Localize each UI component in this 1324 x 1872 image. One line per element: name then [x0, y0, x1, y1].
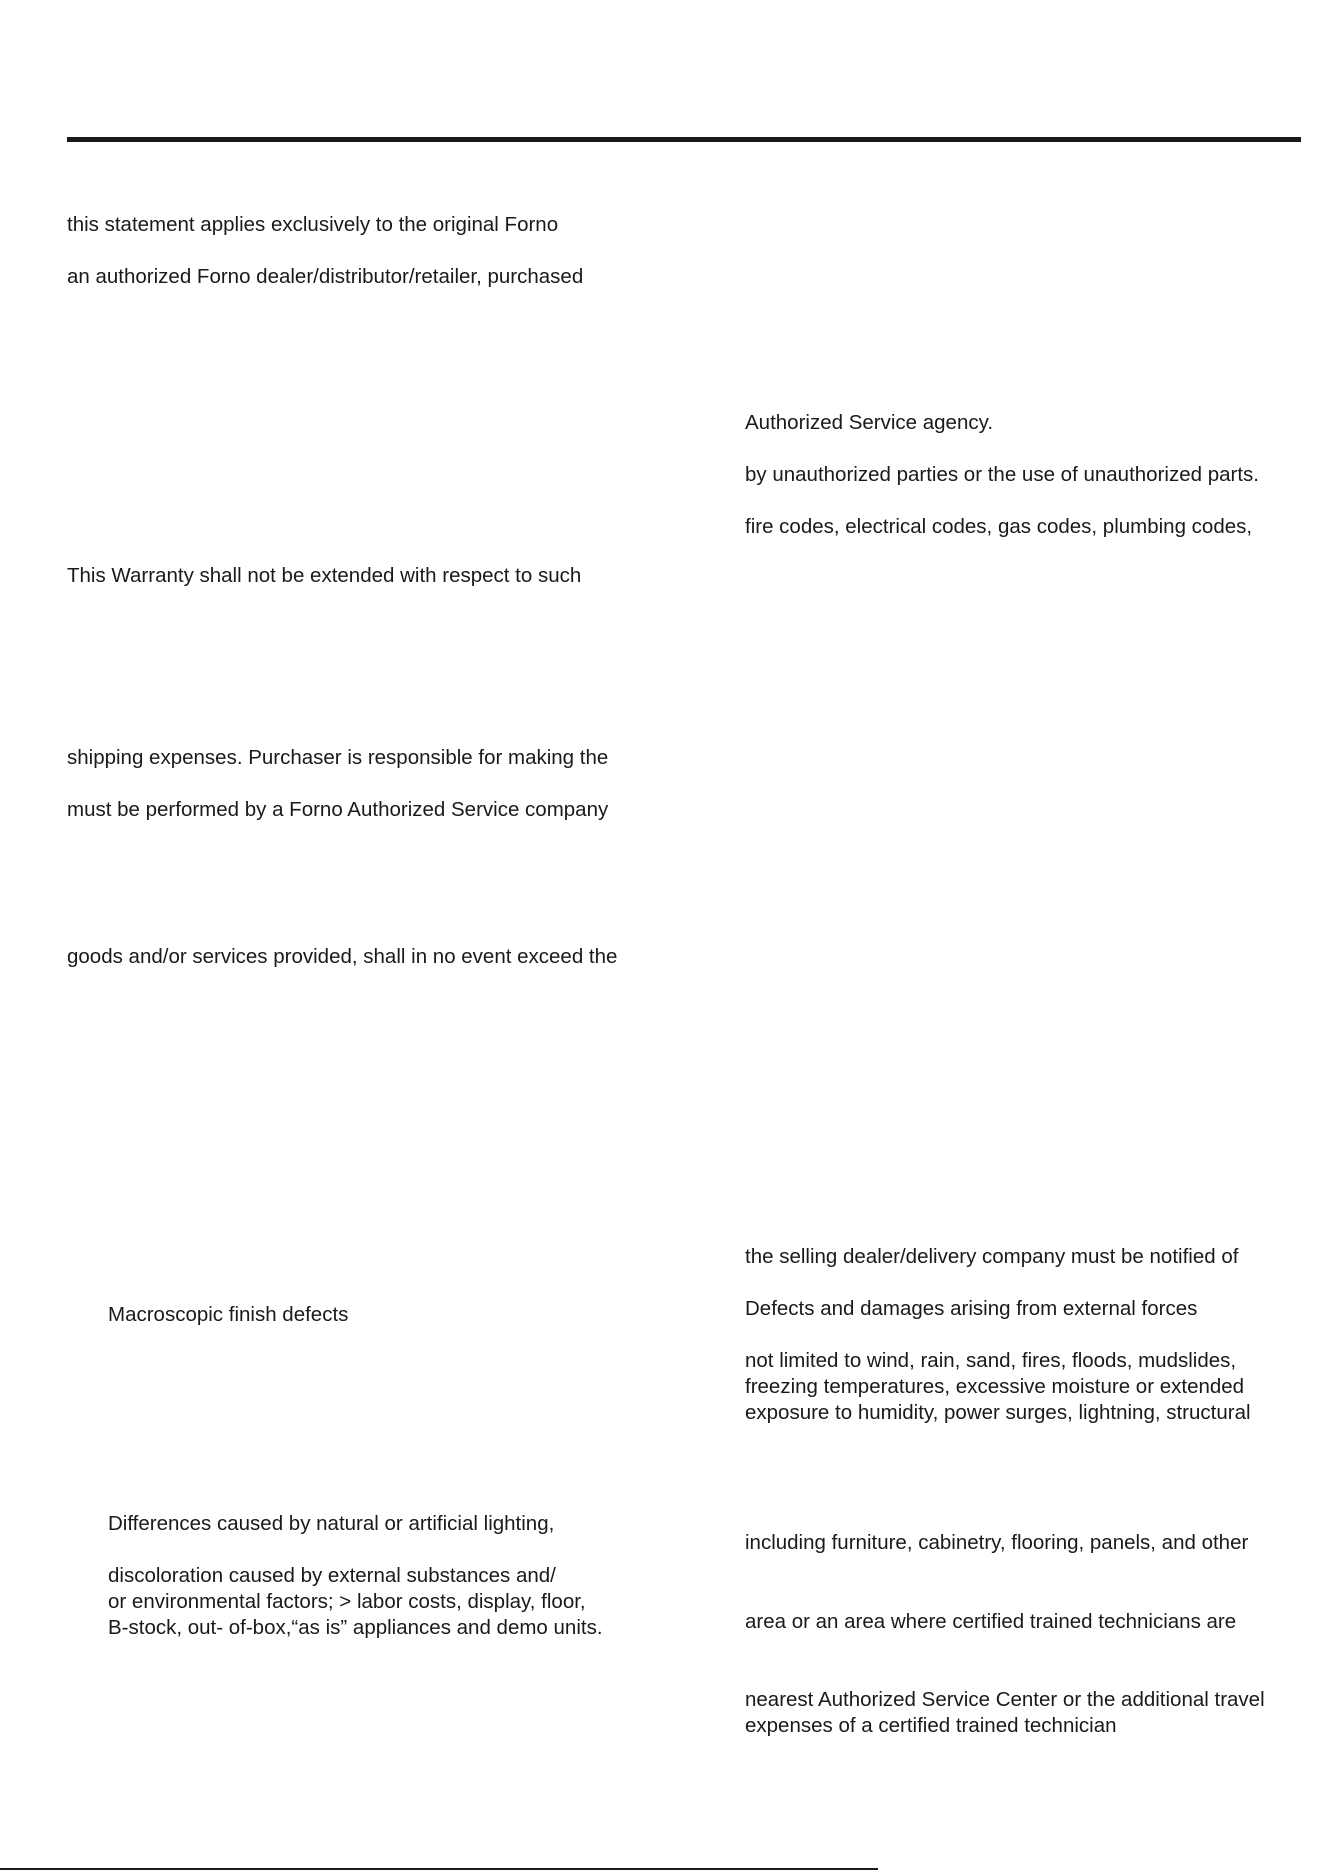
- left-text-line: This Warranty shall not be extended with respect to such: [67, 564, 582, 587]
- left-text-line: must be performed by a Forno Authorized Service company: [67, 798, 609, 821]
- right-text-line: exposure to humidity, power surges, lightning, structural: [745, 1401, 1251, 1424]
- right-text-line: area or an area where certified trained technicians are: [745, 1610, 1237, 1633]
- left-text-line: shipping expenses. Purchaser is responsible for making the: [67, 746, 609, 769]
- exclusion-item: Differences caused by natural or artificial lighting,: [108, 1512, 555, 1535]
- exclusion-item: Macroscopic finish defects: [108, 1303, 349, 1326]
- right-text-line: not limited to wind, rain, sand, fires, floods, mudslides,: [745, 1349, 1237, 1372]
- right-text-line: freezing temperatures, excessive moisture or extended: [745, 1375, 1245, 1398]
- right-text-line: by unauthorized parties or the use of unauthorized parts.: [745, 463, 1259, 486]
- footer-divider: [0, 1868, 878, 1870]
- right-text-line: Defects and damages arising from external forces: [745, 1297, 1198, 1320]
- right-text-line: expenses of a certified trained technician: [745, 1714, 1117, 1737]
- exclusion-item: or environmental factors; > labor costs, display, floor,: [108, 1590, 586, 1613]
- header-divider: [67, 137, 1301, 142]
- exclusion-item: discoloration caused by external substances and/: [108, 1564, 556, 1587]
- exclusion-item: B-stock, out- of-box,“as is” appliances and demo units.: [108, 1616, 603, 1639]
- right-text-line: Authorized Service agency.: [745, 411, 994, 434]
- right-text-line: nearest Authorized Service Center or the additional travel: [745, 1688, 1265, 1711]
- left-text-line: goods and/or services provided, shall in no event exceed the: [67, 945, 618, 968]
- right-text-line: including furniture, cabinetry, flooring, panels, and other: [745, 1531, 1249, 1554]
- left-text-line: an authorized Forno dealer/distributor/retailer, purchased: [67, 265, 584, 288]
- right-text-line: fire codes, electrical codes, gas codes, plumbing codes,: [745, 515, 1253, 538]
- right-text-line: the selling dealer/delivery company must be notified of: [745, 1245, 1239, 1268]
- left-text-line: this statement applies exclusively to the original Forno: [67, 213, 559, 236]
